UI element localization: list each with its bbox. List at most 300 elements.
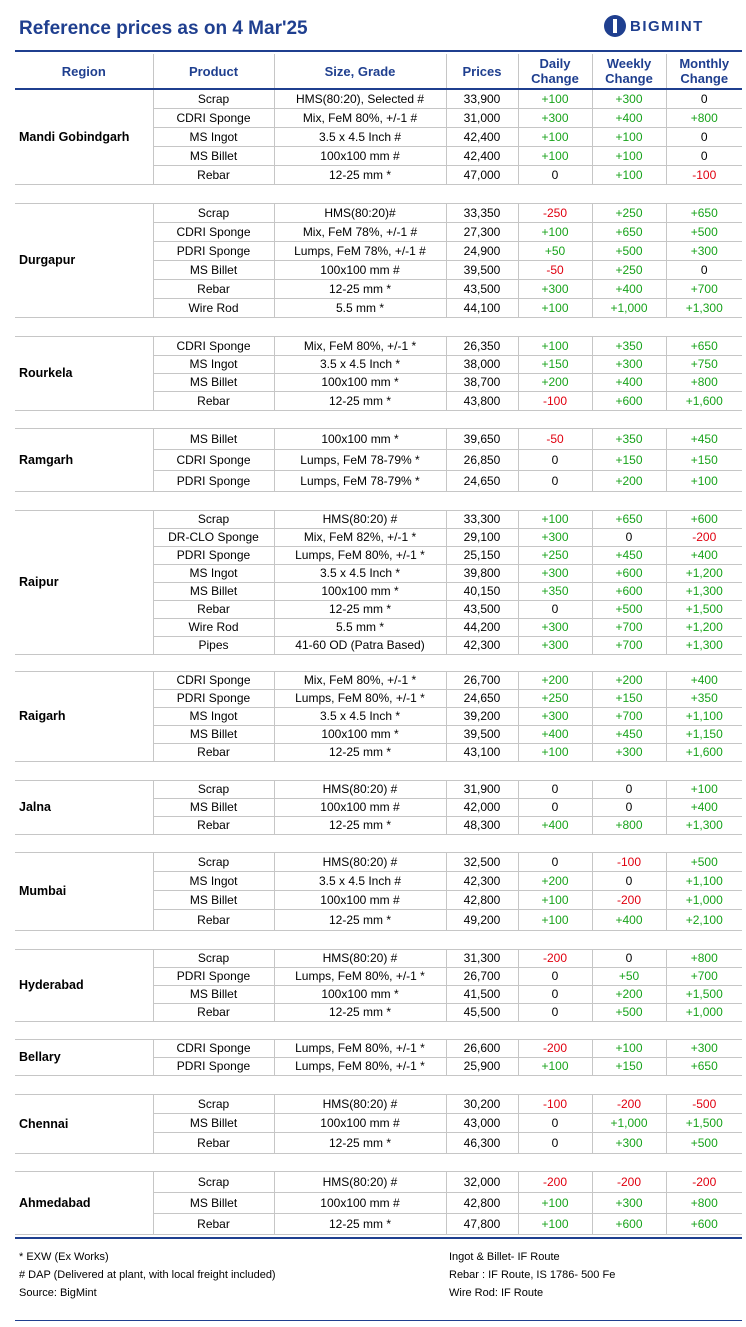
table-row bbox=[15, 780, 742, 798]
weekly-change-cell: +1,000 bbox=[592, 298, 666, 317]
product-cell: Rebar bbox=[153, 391, 274, 410]
group-spacer bbox=[15, 1153, 742, 1171]
price-cell: 47,000 bbox=[446, 165, 518, 184]
product-cell: Rebar bbox=[153, 743, 274, 761]
weekly-change-cell: +300 bbox=[592, 1132, 666, 1153]
footnote-source: Source: BigMint bbox=[19, 1287, 97, 1299]
monthly-change-cell: +800 bbox=[666, 1192, 742, 1213]
footnote-dap: # DAP (Delivered at plant, with local freight included) bbox=[19, 1269, 276, 1281]
product-cell: CDRI Sponge bbox=[153, 222, 274, 241]
weekly-change-cell: +250 bbox=[592, 260, 666, 279]
price-cell: 26,600 bbox=[446, 1039, 518, 1057]
monthly-change-cell: +450 bbox=[666, 428, 742, 449]
daily-change-cell: +300 bbox=[518, 707, 592, 725]
weekly-change-cell: +600 bbox=[592, 1213, 666, 1234]
weekly-change-cell: +50 bbox=[592, 967, 666, 985]
product-cell: Rebar bbox=[153, 279, 274, 298]
footnote-exw: * EXW (Ex Works) bbox=[19, 1251, 109, 1263]
region-cell: Mumbai bbox=[15, 852, 153, 930]
product-cell: MS Billet bbox=[153, 1192, 274, 1213]
header-size-grade: Size, Grade bbox=[274, 54, 446, 89]
product-cell: MS Billet bbox=[153, 146, 274, 165]
product-cell: PDRI Sponge bbox=[153, 1057, 274, 1075]
daily-change-cell: +100 bbox=[518, 890, 592, 909]
group-spacer bbox=[15, 834, 742, 852]
weekly-change-cell: +500 bbox=[592, 1003, 666, 1021]
size-grade-cell: 100x100 mm * bbox=[274, 725, 446, 743]
price-cell: 39,500 bbox=[446, 725, 518, 743]
size-grade-cell: 100x100 mm # bbox=[274, 798, 446, 816]
region-cell: Bellary bbox=[15, 1039, 153, 1075]
daily-change-cell: +100 bbox=[518, 146, 592, 165]
monthly-change-cell: +1,300 bbox=[666, 816, 742, 834]
product-cell: CDRI Sponge bbox=[153, 671, 274, 689]
weekly-change-cell: +200 bbox=[592, 985, 666, 1003]
size-grade-cell: 12-25 mm * bbox=[274, 1213, 446, 1234]
product-cell: PDRI Sponge bbox=[153, 689, 274, 707]
header-weekly-line2: Change bbox=[605, 71, 653, 86]
price-cell: 26,350 bbox=[446, 336, 518, 355]
region-cell: Ahmedabad bbox=[15, 1171, 153, 1234]
size-grade-cell: 12-25 mm * bbox=[274, 165, 446, 184]
price-cell: 42,800 bbox=[446, 890, 518, 909]
footnote-rebar: Rebar : IF Route, IS 1786- 500 Fe bbox=[449, 1269, 616, 1281]
weekly-change-cell: -200 bbox=[592, 1094, 666, 1113]
size-grade-cell: 100x100 mm * bbox=[274, 428, 446, 449]
weekly-change-cell: +700 bbox=[592, 707, 666, 725]
weekly-change-cell: 0 bbox=[592, 798, 666, 816]
weekly-change-cell: +600 bbox=[592, 564, 666, 582]
daily-change-cell: +100 bbox=[518, 336, 592, 355]
size-grade-cell: HMS(80:20) # bbox=[274, 949, 446, 967]
daily-change-cell: +200 bbox=[518, 373, 592, 391]
group-spacer bbox=[15, 491, 742, 510]
weekly-change-cell: 0 bbox=[592, 871, 666, 890]
size-grade-cell: HMS(80:20) # bbox=[274, 852, 446, 871]
size-grade-cell: Mix, FeM 78%, +/-1 # bbox=[274, 222, 446, 241]
product-cell: MS Ingot bbox=[153, 355, 274, 373]
monthly-change-cell: +600 bbox=[666, 1213, 742, 1234]
daily-change-cell: -100 bbox=[518, 1094, 592, 1113]
size-grade-cell: HMS(80:20) # bbox=[274, 1171, 446, 1192]
product-cell: Scrap bbox=[153, 1094, 274, 1113]
product-cell: MS Ingot bbox=[153, 564, 274, 582]
daily-change-cell: 0 bbox=[518, 165, 592, 184]
monthly-change-cell: +1,100 bbox=[666, 707, 742, 725]
size-grade-cell: 100x100 mm # bbox=[274, 890, 446, 909]
spacer-cell bbox=[15, 410, 742, 428]
price-cell: 26,700 bbox=[446, 967, 518, 985]
price-cell: 33,900 bbox=[446, 89, 518, 108]
weekly-change-cell: +200 bbox=[592, 470, 666, 491]
product-cell: MS Ingot bbox=[153, 871, 274, 890]
product-cell: Scrap bbox=[153, 949, 274, 967]
page-title: Reference prices as on 4 Mar'25 bbox=[19, 18, 308, 39]
price-cell: 47,800 bbox=[446, 1213, 518, 1234]
footnotes-right bbox=[449, 1248, 615, 1302]
size-grade-cell: Lumps, FeM 80%, +/-1 * bbox=[274, 689, 446, 707]
product-cell: Rebar bbox=[153, 165, 274, 184]
monthly-change-cell: +100 bbox=[666, 780, 742, 798]
product-cell: Scrap bbox=[153, 1171, 274, 1192]
region-cell: Chennai bbox=[15, 1094, 153, 1153]
weekly-change-cell: +300 bbox=[592, 89, 666, 108]
daily-change-cell: +200 bbox=[518, 671, 592, 689]
monthly-change-cell: +800 bbox=[666, 373, 742, 391]
header-daily-change bbox=[518, 54, 592, 89]
size-grade-cell: Lumps, FeM 78-79% * bbox=[274, 449, 446, 470]
monthly-change-cell: +400 bbox=[666, 546, 742, 564]
monthly-change-cell: +650 bbox=[666, 1057, 742, 1075]
header-prices: Prices bbox=[446, 54, 518, 89]
price-cell: 46,300 bbox=[446, 1132, 518, 1153]
daily-change-cell: +300 bbox=[518, 564, 592, 582]
region-cell: Ramgarh bbox=[15, 428, 153, 491]
header-monthly-change bbox=[666, 54, 742, 89]
daily-change-cell: 0 bbox=[518, 1003, 592, 1021]
daily-change-cell: 0 bbox=[518, 852, 592, 871]
price-cell: 43,500 bbox=[446, 279, 518, 298]
monthly-change-cell: -100 bbox=[666, 165, 742, 184]
header-monthly-line1: Monthly bbox=[679, 56, 730, 71]
price-cell: 39,200 bbox=[446, 707, 518, 725]
daily-change-cell: +100 bbox=[518, 89, 592, 108]
price-cell: 42,400 bbox=[446, 127, 518, 146]
group-spacer bbox=[15, 654, 742, 671]
monthly-change-cell: +1,150 bbox=[666, 725, 742, 743]
price-cell: 38,700 bbox=[446, 373, 518, 391]
daily-change-cell: +100 bbox=[518, 222, 592, 241]
product-cell: Rebar bbox=[153, 1132, 274, 1153]
weekly-change-cell: +200 bbox=[592, 671, 666, 689]
daily-change-cell: +100 bbox=[518, 1192, 592, 1213]
price-cell: 31,000 bbox=[446, 108, 518, 127]
product-cell: MS Billet bbox=[153, 725, 274, 743]
size-grade-cell: 100x100 mm # bbox=[274, 1192, 446, 1213]
price-cell: 42,300 bbox=[446, 871, 518, 890]
weekly-change-cell: +300 bbox=[592, 355, 666, 373]
price-cell: 30,200 bbox=[446, 1094, 518, 1113]
size-grade-cell: 100x100 mm # bbox=[274, 1113, 446, 1132]
monthly-change-cell: +1,000 bbox=[666, 890, 742, 909]
size-grade-cell: 3.5 x 4.5 Inch # bbox=[274, 127, 446, 146]
monthly-change-cell: +700 bbox=[666, 967, 742, 985]
daily-change-cell: +250 bbox=[518, 546, 592, 564]
monthly-change-cell: +1,600 bbox=[666, 391, 742, 410]
weekly-change-cell: +100 bbox=[592, 1039, 666, 1057]
weekly-change-cell: +100 bbox=[592, 146, 666, 165]
size-grade-cell: Mix, FeM 80%, +/-1 * bbox=[274, 336, 446, 355]
size-grade-cell: 41-60 OD (Patra Based) bbox=[274, 636, 446, 654]
monthly-change-cell: +800 bbox=[666, 108, 742, 127]
product-cell: Wire Rod bbox=[153, 618, 274, 636]
product-cell: Rebar bbox=[153, 816, 274, 834]
price-cell: 39,500 bbox=[446, 260, 518, 279]
price-cell: 48,300 bbox=[446, 816, 518, 834]
group-spacer bbox=[15, 1075, 742, 1094]
price-cell: 41,500 bbox=[446, 985, 518, 1003]
monthly-change-cell: +1,200 bbox=[666, 618, 742, 636]
monthly-change-cell: 0 bbox=[666, 127, 742, 146]
product-cell: MS Billet bbox=[153, 582, 274, 600]
daily-change-cell: +100 bbox=[518, 743, 592, 761]
header-daily-line1: Daily bbox=[539, 56, 571, 71]
daily-change-cell: +400 bbox=[518, 725, 592, 743]
monthly-change-cell: 0 bbox=[666, 260, 742, 279]
size-grade-cell: 100x100 mm * bbox=[274, 373, 446, 391]
weekly-change-cell: +500 bbox=[592, 600, 666, 618]
group-spacer bbox=[15, 184, 742, 203]
monthly-change-cell: +750 bbox=[666, 355, 742, 373]
daily-change-cell: 0 bbox=[518, 985, 592, 1003]
group-spacer bbox=[15, 930, 742, 949]
weekly-change-cell: -200 bbox=[592, 890, 666, 909]
monthly-change-cell: +100 bbox=[666, 470, 742, 491]
monthly-change-cell: -500 bbox=[666, 1094, 742, 1113]
table-row bbox=[15, 1094, 742, 1113]
weekly-change-cell: +1,000 bbox=[592, 1113, 666, 1132]
price-cell: 42,000 bbox=[446, 798, 518, 816]
weekly-change-cell: +100 bbox=[592, 127, 666, 146]
brand-name: BIGMINT bbox=[630, 17, 704, 35]
region-cell: Raigarh bbox=[15, 671, 153, 761]
size-grade-cell: 12-25 mm * bbox=[274, 600, 446, 618]
monthly-change-cell: +500 bbox=[666, 222, 742, 241]
daily-change-cell: +300 bbox=[518, 636, 592, 654]
product-cell: MS Billet bbox=[153, 985, 274, 1003]
footnotes-left bbox=[19, 1248, 276, 1302]
price-cell: 43,800 bbox=[446, 391, 518, 410]
product-cell: CDRI Sponge bbox=[153, 336, 274, 355]
weekly-change-cell: +150 bbox=[592, 449, 666, 470]
daily-change-cell: 0 bbox=[518, 1113, 592, 1132]
weekly-change-cell: +450 bbox=[592, 725, 666, 743]
weekly-change-cell: +500 bbox=[592, 241, 666, 260]
monthly-change-cell: -200 bbox=[666, 528, 742, 546]
size-grade-cell: 12-25 mm * bbox=[274, 909, 446, 930]
product-cell: Scrap bbox=[153, 89, 274, 108]
size-grade-cell: 12-25 mm * bbox=[274, 1003, 446, 1021]
monthly-change-cell: +1,300 bbox=[666, 636, 742, 654]
header-weekly-change bbox=[592, 54, 666, 89]
price-cell: 42,300 bbox=[446, 636, 518, 654]
price-cell: 43,100 bbox=[446, 743, 518, 761]
monthly-change-cell: -200 bbox=[666, 1171, 742, 1192]
daily-change-cell: +300 bbox=[518, 108, 592, 127]
monthly-change-cell: +400 bbox=[666, 671, 742, 689]
monthly-change-cell: +2,100 bbox=[666, 909, 742, 930]
monthly-change-cell: +1,600 bbox=[666, 743, 742, 761]
table-row bbox=[15, 510, 742, 528]
size-grade-cell: HMS(80:20) # bbox=[274, 1094, 446, 1113]
weekly-change-cell: 0 bbox=[592, 949, 666, 967]
daily-change-cell: +350 bbox=[518, 582, 592, 600]
daily-change-cell: +200 bbox=[518, 871, 592, 890]
region-cell: Hyderabad bbox=[15, 949, 153, 1021]
brand-logo bbox=[604, 14, 704, 38]
daily-change-cell: +300 bbox=[518, 528, 592, 546]
product-cell: MS Ingot bbox=[153, 127, 274, 146]
size-grade-cell: 12-25 mm * bbox=[274, 743, 446, 761]
top-rule bbox=[15, 50, 742, 52]
price-cell: 31,900 bbox=[446, 780, 518, 798]
weekly-change-cell: +100 bbox=[592, 165, 666, 184]
weekly-change-cell: 0 bbox=[592, 528, 666, 546]
price-cell: 25,900 bbox=[446, 1057, 518, 1075]
daily-change-cell: -50 bbox=[518, 428, 592, 449]
price-cell: 33,300 bbox=[446, 510, 518, 528]
size-grade-cell: HMS(80:20) # bbox=[274, 510, 446, 528]
size-grade-cell: Lumps, FeM 80%, +/-1 * bbox=[274, 1039, 446, 1057]
monthly-change-cell: +600 bbox=[666, 510, 742, 528]
product-cell: Rebar bbox=[153, 1213, 274, 1234]
product-cell: PDRI Sponge bbox=[153, 241, 274, 260]
size-grade-cell: Lumps, FeM 80%, +/-1 * bbox=[274, 1057, 446, 1075]
daily-change-cell: +100 bbox=[518, 127, 592, 146]
table-body bbox=[15, 89, 742, 1234]
daily-change-cell: +300 bbox=[518, 618, 592, 636]
monthly-change-cell: +1,500 bbox=[666, 600, 742, 618]
header-region: Region bbox=[15, 54, 153, 89]
size-grade-cell: 5.5 mm * bbox=[274, 618, 446, 636]
monthly-change-cell: +1,200 bbox=[666, 564, 742, 582]
product-cell: Scrap bbox=[153, 852, 274, 871]
group-spacer bbox=[15, 410, 742, 428]
daily-change-cell: -250 bbox=[518, 203, 592, 222]
product-cell: PDRI Sponge bbox=[153, 967, 274, 985]
price-cell: 26,850 bbox=[446, 449, 518, 470]
spacer-cell bbox=[15, 761, 742, 780]
price-cell: 44,100 bbox=[446, 298, 518, 317]
price-cell: 42,400 bbox=[446, 146, 518, 165]
product-cell: CDRI Sponge bbox=[153, 1039, 274, 1057]
price-cell: 43,500 bbox=[446, 600, 518, 618]
size-grade-cell: 12-25 mm * bbox=[274, 279, 446, 298]
footer-rule bbox=[15, 1320, 742, 1321]
daily-change-cell: 0 bbox=[518, 470, 592, 491]
daily-change-cell: +100 bbox=[518, 909, 592, 930]
daily-change-cell: +100 bbox=[518, 298, 592, 317]
region-cell: Mandi Gobindgarh bbox=[15, 89, 153, 184]
price-cell: 26,700 bbox=[446, 671, 518, 689]
spacer-cell bbox=[15, 1153, 742, 1171]
table-row bbox=[15, 1171, 742, 1192]
spacer-cell bbox=[15, 654, 742, 671]
weekly-change-cell: +250 bbox=[592, 203, 666, 222]
daily-change-cell: -200 bbox=[518, 1039, 592, 1057]
product-cell: PDRI Sponge bbox=[153, 470, 274, 491]
weekly-change-cell: +650 bbox=[592, 222, 666, 241]
price-cell: 24,900 bbox=[446, 241, 518, 260]
monthly-change-cell: +500 bbox=[666, 1132, 742, 1153]
weekly-change-cell: +300 bbox=[592, 743, 666, 761]
monthly-change-cell: +650 bbox=[666, 203, 742, 222]
footnote-ingot-billet: Ingot & Billet- IF Route bbox=[449, 1251, 560, 1263]
region-cell: Jalna bbox=[15, 780, 153, 834]
daily-change-cell: +250 bbox=[518, 689, 592, 707]
price-cell: 49,200 bbox=[446, 909, 518, 930]
size-grade-cell: 12-25 mm * bbox=[274, 816, 446, 834]
size-grade-cell: Lumps, FeM 78-79% * bbox=[274, 470, 446, 491]
product-cell: MS Ingot bbox=[153, 707, 274, 725]
spacer-cell bbox=[15, 1021, 742, 1039]
weekly-change-cell: 0 bbox=[592, 780, 666, 798]
price-cell: 27,300 bbox=[446, 222, 518, 241]
daily-change-cell: 0 bbox=[518, 798, 592, 816]
header-weekly-line1: Weekly bbox=[606, 56, 652, 71]
price-cell: 24,650 bbox=[446, 689, 518, 707]
size-grade-cell: Mix, FeM 82%, +/-1 * bbox=[274, 528, 446, 546]
monthly-change-cell: +500 bbox=[666, 852, 742, 871]
size-grade-cell: 3.5 x 4.5 Inch # bbox=[274, 871, 446, 890]
monthly-change-cell: +800 bbox=[666, 949, 742, 967]
bottom-rule bbox=[15, 1237, 742, 1239]
bigmint-logo-icon bbox=[604, 15, 626, 37]
price-cell: 44,200 bbox=[446, 618, 518, 636]
monthly-change-cell: +350 bbox=[666, 689, 742, 707]
price-cell: 33,350 bbox=[446, 203, 518, 222]
monthly-change-cell: +1,300 bbox=[666, 298, 742, 317]
daily-change-cell: +100 bbox=[518, 510, 592, 528]
price-cell: 24,650 bbox=[446, 470, 518, 491]
product-cell: MS Billet bbox=[153, 260, 274, 279]
product-cell: MS Billet bbox=[153, 1113, 274, 1132]
size-grade-cell: 3.5 x 4.5 Inch * bbox=[274, 564, 446, 582]
spacer-cell bbox=[15, 317, 742, 336]
size-grade-cell: Lumps, FeM 80%, +/-1 * bbox=[274, 546, 446, 564]
size-grade-cell: 3.5 x 4.5 Inch * bbox=[274, 707, 446, 725]
weekly-change-cell: +400 bbox=[592, 909, 666, 930]
header-monthly-line2: Change bbox=[680, 71, 729, 86]
price-cell: 32,500 bbox=[446, 852, 518, 871]
daily-change-cell: -200 bbox=[518, 1171, 592, 1192]
weekly-change-cell: +700 bbox=[592, 618, 666, 636]
daily-change-cell: -200 bbox=[518, 949, 592, 967]
weekly-change-cell: +300 bbox=[592, 1192, 666, 1213]
product-cell: CDRI Sponge bbox=[153, 449, 274, 470]
product-cell: Rebar bbox=[153, 909, 274, 930]
weekly-change-cell: +400 bbox=[592, 108, 666, 127]
product-cell: MS Billet bbox=[153, 428, 274, 449]
monthly-change-cell: +1,300 bbox=[666, 582, 742, 600]
daily-change-cell: +150 bbox=[518, 355, 592, 373]
size-grade-cell: 100x100 mm # bbox=[274, 260, 446, 279]
daily-change-cell: 0 bbox=[518, 780, 592, 798]
spacer-cell bbox=[15, 1075, 742, 1094]
price-table bbox=[15, 54, 742, 1235]
monthly-change-cell: +1,100 bbox=[666, 871, 742, 890]
size-grade-cell: HMS(80:20), Selected # bbox=[274, 89, 446, 108]
daily-change-cell: +100 bbox=[518, 1213, 592, 1234]
monthly-change-cell: +700 bbox=[666, 279, 742, 298]
product-cell: MS Billet bbox=[153, 890, 274, 909]
product-cell: Pipes bbox=[153, 636, 274, 654]
size-grade-cell: Lumps, FeM 80%, +/-1 * bbox=[274, 967, 446, 985]
size-grade-cell: 100x100 mm * bbox=[274, 985, 446, 1003]
weekly-change-cell: +600 bbox=[592, 582, 666, 600]
weekly-change-cell: +150 bbox=[592, 689, 666, 707]
table-row bbox=[15, 852, 742, 871]
spacer-cell bbox=[15, 930, 742, 949]
group-spacer bbox=[15, 317, 742, 336]
size-grade-cell: Mix, FeM 80%, +/-1 # bbox=[274, 108, 446, 127]
region-cell: Durgapur bbox=[15, 203, 153, 317]
weekly-change-cell: +600 bbox=[592, 391, 666, 410]
monthly-change-cell: +1,000 bbox=[666, 1003, 742, 1021]
table-row bbox=[15, 671, 742, 689]
product-cell: Scrap bbox=[153, 510, 274, 528]
size-grade-cell: 100x100 mm # bbox=[274, 146, 446, 165]
